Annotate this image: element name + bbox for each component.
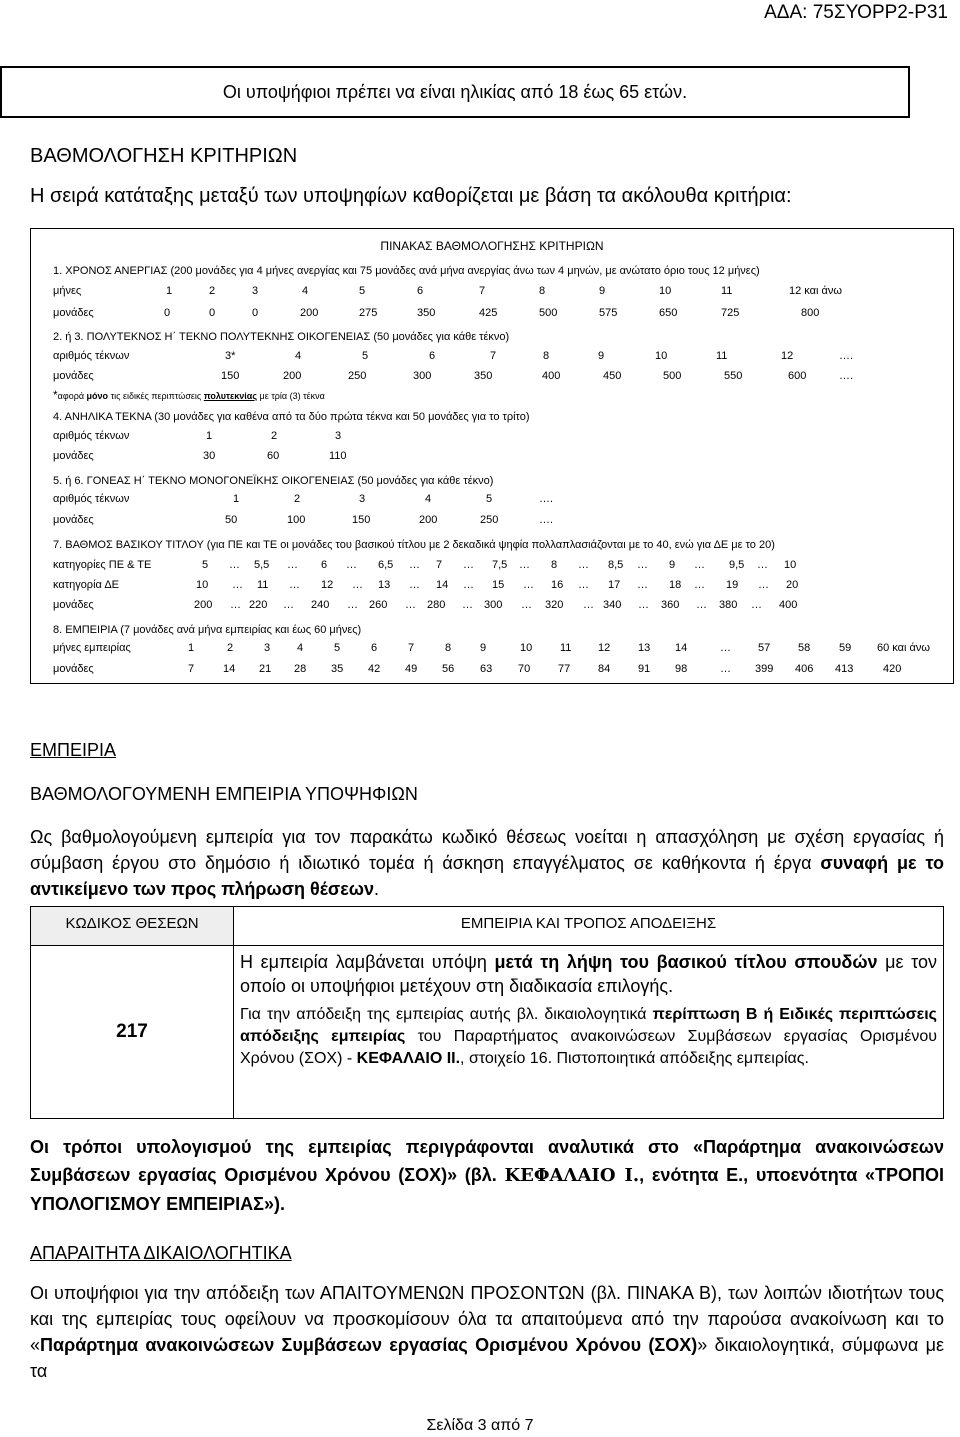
row-cell: 11 [257,579,269,591]
row-cell: … [757,559,768,571]
documents-paragraph: Οι υποψήφιοι για την απόδειξη των ΑΠΑΙΤΟΥΜΕΝΩΝ ΠΡΟΣΟΝΤΩΝ (βλ. ΠΙΝΑΚΑ Β), των λοιπών ιδιοτήτων τους και της εμπειρίας τους οφείλουν να προσκομίσουν όλα τα απαιτούμενα από την παρούσα ανακοίνωση και το «Παράρτημα ανακοινώσεων Συμβάσεων εργασίας Ορισμένου Χρόνου (ΣΟΧ)» δικαιολογητικά, σύμφωνα με τα [30,1283,944,1381]
row-cell: 8,5 [608,559,624,571]
row-cell: 7 [408,642,415,654]
row-cell: 150 [221,370,240,382]
row-cell: 14 [436,579,449,591]
row-label: μονάδες [53,663,94,675]
row-cell: 8 [543,350,550,362]
row-cell: 10 [196,579,209,591]
row-cell: … [289,579,300,591]
row-cell: 9 [599,285,606,297]
row-cell: 4 [425,493,432,505]
row-cell: 5 [362,350,369,362]
row-cell: 550 [724,370,743,382]
experience-proof: Για την απόδειξη της εμπειρίας αυτής βλ. δικαιολογητικά περίπτωση Β ή Ειδικές περιπτώσεις απόδειξης εμπειρίας του Παραρτήματος ανακοινώσεων Συμβάσεων εργασίας Ορισμένου Χρόνου (ΣΟΧ) - ΚΕΦΑΛΑΙΟ ΙΙ., στοιχείο 16. Πιστοποιητικά απόδειξης εμπειρίας. [240,1006,938,1067]
row-label: κατηγορίες ΠΕ & ΤΕ [53,559,152,571]
col-experience-header: ΕΜΠΕΙΡΙΑ ΚΑΙ ΤΡΟΠΟΣ ΑΠΟΔΕΙΞΗΣ [234,907,944,946]
scoring-grid [30,228,954,684]
row-cell: 3 [359,493,366,505]
row-cell: 240 [311,599,330,611]
row-cell: 10 [655,350,668,362]
row-cell: 84 [598,663,611,675]
row-cell: 57 [758,642,771,654]
row-cell: 70 [518,663,531,675]
row-cell: 250 [348,370,367,382]
row-cell: 1 [188,642,195,654]
row-cell: 6 [321,559,328,571]
row-cell: 300 [413,370,432,382]
row-cell: 500 [539,307,558,319]
row-cell: 3 [264,642,271,654]
row-cell: 200 [300,307,319,319]
row-cell: 2 [271,430,278,442]
row-cell: 420 [883,663,902,675]
row-cell: 10 [520,642,533,654]
row-cell: … [283,599,294,611]
row-cell: 6 [371,642,378,654]
row-cell: 2 [209,285,216,297]
row-cell: 9 [669,559,676,571]
section-experience-title: 8. ΕΜΠΕΙΡΙΑ (7 μονάδες ανά μήνα εμπειρίας και έως 60 μήνες) [53,624,362,636]
row-cell: 5 [334,642,341,654]
row-cell: … [637,559,648,571]
row-cell: 0 [209,307,216,319]
row-cell: … [347,599,358,611]
experience-heading: ΕΜΠΕΙΡΙΑ [30,740,117,760]
row-cell: 5 [359,285,366,297]
experience-table [30,906,944,1119]
row-cell: 575 [599,307,618,319]
row-cell: 59 [839,642,852,654]
row-cell: 1 [166,285,173,297]
row-cell: 14 [675,642,688,654]
row-cell: 6,5 [378,559,394,571]
row-cell: 280 [427,599,446,611]
row-cell: 16 [551,579,564,591]
row-cell: … [638,599,649,611]
position-code: 217 [31,946,234,1119]
criteria-heading: ΒΑΘΜΟΛΟΓΗΣΗ ΚΡΙΤΗΡΙΩΝ [30,145,298,167]
row-label: μονάδες [53,514,94,526]
row-cell: 7,5 [492,559,508,571]
row-cell: 11 [716,350,728,362]
row-cell: 400 [542,370,561,382]
row-cell: … [694,559,705,571]
col-code-header: ΚΩΔΙΚΟΣ ΘΕΣΕΩΝ [31,907,234,946]
row-cell: … [694,579,705,591]
row-cell: … [758,579,769,591]
row-cell: 150 [352,514,371,526]
row-cell: 0 [252,307,259,319]
row-cell: 600 [788,370,807,382]
section-large-family-title: 2. ή 3. ΠΟΛΥΤΕΚΝΟΣ Η΄ ΤΕΚΝΟ ΠΟΛΥΤΕΚΝΗΣ ΟΙΚΟΓΕΝΕΙΑΣ (50 μονάδες για κάθε τέκνο) [53,331,510,343]
row-cell: 406 [795,663,814,675]
large-family-footnote: *αφορά μόνο τις ειδικές περιπτώσεις πολυτεκνίας με τρία (3) τέκνα [53,388,325,402]
row-cell: 5 [202,559,209,571]
row-cell: 14 [223,663,236,675]
row-cell: 7 [436,559,443,571]
row-cell: 30 [203,450,216,462]
row-cell: 399 [755,663,774,675]
experience-subheading: ΒΑΘΜΟΛΟΓΟΥΜΕΝΗ ΕΜΠΕΙΡΙΑ ΥΠΟΨΗΦΙΩΝ [30,784,418,804]
row-cell: … [521,599,532,611]
row-cell: 60 και άνω [877,642,930,654]
row-label: μήνες εμπειρίας [53,642,131,654]
row-label: μονάδες [53,370,94,382]
row-cell: 12 [781,350,794,362]
row-cell: 3 [335,430,342,442]
row-cell: 260 [369,599,388,611]
row-cell: 10 [659,285,672,297]
row-cell: 8 [445,642,452,654]
row-cell: 400 [779,599,798,611]
row-cell: 800 [801,307,820,319]
row-cell: … [232,579,243,591]
row-cell: … [637,579,648,591]
row-cell: … [720,663,731,675]
row-cell: …. [539,514,554,526]
row-cell: 110 [329,450,347,462]
row-cell: 7 [490,350,497,362]
row-cell: 350 [474,370,493,382]
row-label: αριθμός τέκνων [53,430,130,442]
row-label: μονάδες [53,450,94,462]
row-label: αριθμός τέκνων [53,493,130,505]
row-cell: … [583,599,594,611]
section-minor-children-title: 4. ΑΝΗΛΙΚΑ ΤΕΚΝΑ (30 μονάδες για καθένα από τα δύο πρώτα τέκνα και 50 μονάδες για το τρίτο) [53,411,530,423]
row-cell: 5,5 [254,559,270,571]
row-cell: 340 [603,599,622,611]
row-cell: 380 [719,599,738,611]
row-cell: 200 [194,599,213,611]
row-cell: … [346,559,357,571]
row-cell: 0 [164,307,171,319]
row-cell: … [578,559,589,571]
experience-intro: Ως βαθμολογούμενη εμπειρία για τον παρακάτω κωδικό θέσεως νοείται η απασχόληση με σχέση εργασίας ή σύμβαση έργου στο δημόσιο ή ιδιωτικό τομέα ή άσκηση επαγγέλματος σε καθήκοντα ή έργα συναφή με το αντικείμενο των προς πλήρωση θέσεων. [30,827,944,899]
row-cell: …. [539,493,554,505]
row-cell: 5 [486,493,493,505]
row-cell: 17 [608,579,621,591]
row-cell: … [463,559,474,571]
row-cell: 1 [206,430,213,442]
row-cell: 3 [252,285,259,297]
row-cell: 77 [558,663,571,675]
section-unemployment-title: 1. ΧΡΟΝΟΣ ΑΝΕΡΓΙΑΣ (200 μονάδες για 4 μήνες ανεργίας και 75 μονάδες ανά μήνα ανεργίας άνω των 4 μηνών, με ανώτατο όριο τους 12 μήνες) [53,265,760,277]
row-cell: 12 [598,642,611,654]
row-cell: 12 και άνω [789,285,842,297]
row-cell: 13 [378,579,391,591]
row-cell: 11 [721,285,733,297]
row-cell: 63 [480,663,493,675]
row-cell: … [230,599,241,611]
row-cell: 275 [359,307,378,319]
row-cell: 9 [598,350,605,362]
row-cell: 91 [638,663,651,675]
calculation-note: Οι τρόποι υπολογισμού της εμπειρίας περιγράφονται αναλυτικά στο «Παράρτημα ανακοινώσεων Συμβάσεων εργασίας Ορισμένου Χρόνου (ΣΟΧ)» (βλ. ΚΕΦΑΛΑΙΟ Ι., ενότητα Ε., υποενότητα «ΤΡΟΠΟΙ ΥΠΟΛΟΓΙΣΜΟΥ ΕΜΠΕΙΡΙΑΣ»). [30,1137,944,1214]
row-cell: … [751,599,762,611]
row-cell: 725 [721,307,740,319]
row-cell: … [229,559,240,571]
row-cell: … [409,559,420,571]
row-cell: 50 [225,514,238,526]
row-cell: 300 [484,599,503,611]
row-cell: … [578,579,589,591]
row-cell: … [519,559,530,571]
documents-heading: ΑΠΑΡΑΙΤΗΤΑ ΔΙΚΑΙΟΛΟΓΗΤΙΚΑ [30,1243,292,1263]
row-cell: 2 [294,493,301,505]
row-cell: 15 [492,579,505,591]
row-cell: 350 [417,307,436,319]
row-cell: 650 [659,307,678,319]
row-cell: 20 [786,579,799,591]
row-cell: 4 [302,285,309,297]
row-cell: 19 [726,579,739,591]
row-cell: 200 [419,514,438,526]
row-cell: 100 [287,514,306,526]
row-cell: 425 [479,307,498,319]
row-cell: 8 [551,559,558,571]
row-cell: 11 [560,642,572,654]
row-cell: 450 [603,370,622,382]
row-cell: 42 [368,663,381,675]
row-label: αριθμός τέκνων [53,350,130,362]
row-cell: 8 [539,285,546,297]
row-cell: 4 [295,350,302,362]
row-cell: 220 [249,599,268,611]
experience-description [234,946,944,1119]
row-cell: … [696,599,707,611]
row-cell: …. [839,370,854,382]
row-cell: 7 [479,285,486,297]
row-cell: 98 [675,663,688,675]
page-number: Σελίδα 3 από 7 [426,1417,534,1434]
row-label: μήνες [53,285,82,297]
row-cell: … [287,559,298,571]
row-cell: 6 [429,350,436,362]
row-cell: … [409,579,420,591]
row-cell: … [405,599,416,611]
row-cell: 7 [188,663,195,675]
row-cell: 18 [669,579,682,591]
experience-rule: Η εμπειρία λαμβάνεται υπόψη μετά τη λήψη του βασικού τίτλου σπουδών με τον οποίο οι υποψήφιοι μετέχουν στη διαδικασία επιλογής. [240,952,938,996]
row-label: μονάδες [53,599,94,611]
row-cell: … [523,579,534,591]
row-cell: 13 [638,642,651,654]
row-cell: 10 [784,559,797,571]
row-cell: 49 [405,663,418,675]
row-cell: 4 [297,642,304,654]
section-single-parent-title: 5. ή 6. ΓΟΝΕΑΣ Η΄ ΤΕΚΝΟ ΜΟΝΟΓΟΝΕΪΚΗΣ ΟΙΚΟΓΕΝΕΙΑΣ (50 μονάδες για κάθε τέκνο) [53,475,494,487]
row-cell: … [720,642,731,654]
row-cell: 1 [233,493,240,505]
row-cell: 28 [294,663,307,675]
row-cell: 2 [227,642,234,654]
row-cell: 250 [480,514,499,526]
row-cell: 58 [798,642,811,654]
row-cell: 360 [661,599,680,611]
row-cell: … [462,599,473,611]
row-cell: 21 [259,663,272,675]
age-requirement-box [0,66,910,118]
row-label: μονάδες [53,307,94,319]
row-cell: 413 [835,663,854,675]
row-cell: 9,5 [729,559,745,571]
row-cell: 60 [267,450,280,462]
row-cell: 9 [480,642,487,654]
row-cell: 6 [417,285,424,297]
ada-code: ΑΔΑ: 75ΣΥΟΡΡ2-Ρ31 [764,2,948,23]
row-cell: 500 [663,370,682,382]
section-degree-title: 7. ΒΑΘΜΟΣ ΒΑΣΙΚΟΥ ΤΙΤΛΟΥ (για ΠΕ και ΤΕ οι μονάδες του βασικού τίτλου με 2 δεκαδικά ψηφία πολλαπλασιάζονται με το 40, ενώ για ΔΕ με το 20) [53,539,775,551]
age-requirement-text: Οι υποψήφιοι πρέπει να είναι ηλικίας από 18 έως 65 ετών. [222,82,688,102]
criteria-intro: Η σειρά κατάταξης μεταξύ των υποψηφίων καθορίζεται με βάση τα ακόλουθα κριτήρια: [30,185,792,207]
row-cell: 200 [283,370,302,382]
row-cell: 3* [225,350,236,362]
scoring-grid-title: ΠΙΝΑΚΑΣ ΒΑΘΜΟΛΟΓΗΣΗΣ ΚΡΙΤΗΡΙΩΝ [380,239,604,253]
row-cell: …. [839,350,854,362]
row-cell: 35 [331,663,344,675]
row-label: κατηγορία ΔΕ [53,579,119,591]
row-cell: 56 [442,663,455,675]
row-cell: 320 [545,599,564,611]
row-cell: … [352,579,363,591]
row-cell: … [463,579,474,591]
row-cell: 12 [321,579,334,591]
